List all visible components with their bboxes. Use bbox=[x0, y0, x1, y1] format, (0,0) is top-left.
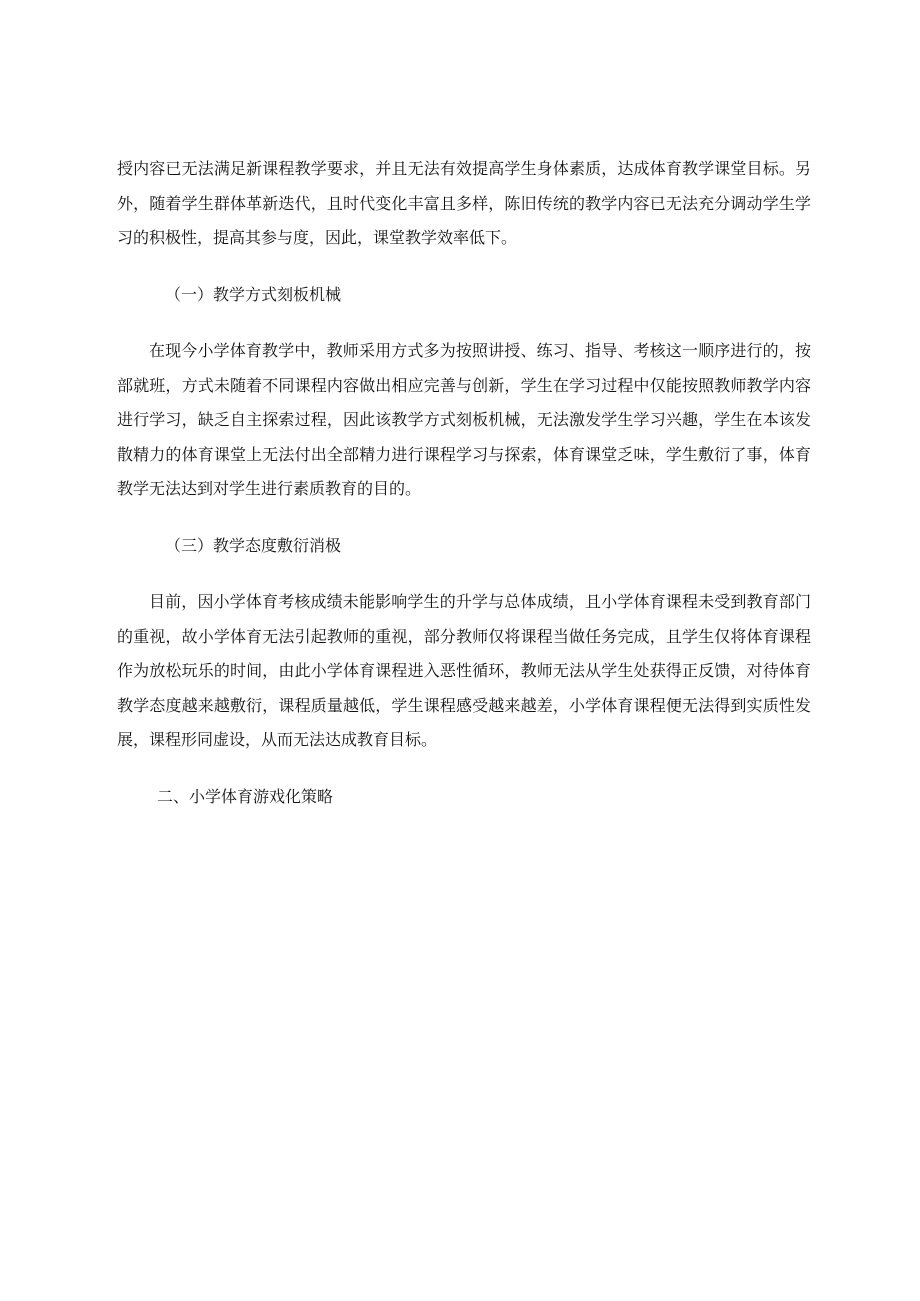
heading-teaching-method: （一）教学方式刻板机械 bbox=[165, 284, 342, 304]
document-body bbox=[117, 152, 811, 814]
heading-teaching-attitude: （三）教学态度敷衍消极 bbox=[165, 535, 342, 555]
paragraph-continuation: 授内容已无法满足新课程教学要求，并且无法有效提高学生身体素质，达成体育教学课堂目标。另外，随着学生群体革新迭代，且时代变化丰富且多样，陈旧传统的教学内容已无法充分调动学生学习的积极性，提高其参与度，因此，课堂教学效率低下。 bbox=[117, 159, 811, 247]
paragraph-teaching-attitude: 目前，因小学体育考核成绩未能影响学生的升学与总体成绩，且小学体育课程未受到教育部门的重视，故小学体育无法引起教师的重视，部分教师仅将课程当做任务完成，且学生仅将体育课程作为放松玩乐的时间，由此小学体育课程进入恶性循环，教师无法从学生处获得正反馈，对待体育教学态度越来越敷衍，课程质量越低，学生课程感受越来越差，小学体育课程便无法得到实质性发展，课程形同虚设，从而无法达成教育目标。 bbox=[117, 592, 811, 749]
paragraph-teaching-method: 在现今小学体育教学中，教师采用方式多为按照讲授、练习、指导、考核这一顺序进行的，按部就班，方式未随着不同课程内容做出相应完善与创新，学生在学习过程中仅能按照教师教学内容进行学习，缺乏自主探索过程，因此该教学方式刻板机械，无法激发学生学习兴趣，学生在本该发散精力的体育课堂上无法付出全部精力进行课程学习与探索，体育课堂乏味，学生敷衍了事，体育教学无法达到对学生进行素质教育的目的。 bbox=[117, 341, 811, 498]
heading-section-two: 二、小学体育游戏化策略 bbox=[157, 786, 334, 806]
